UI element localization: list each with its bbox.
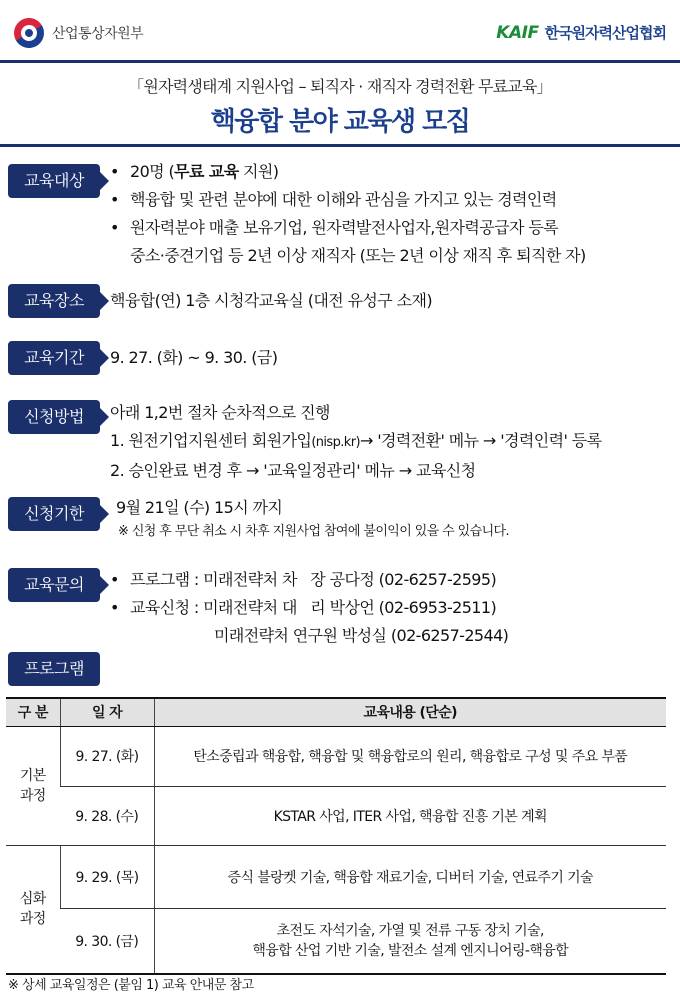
label-place: 교육장소 <box>8 284 100 318</box>
inquiry-line-2: • 교육신청 : 미래전략처 대 리 박상언 (02-6953-2511) <box>110 594 508 622</box>
row-date: 9. 29. (목) <box>60 845 154 908</box>
method-content <box>110 399 601 485</box>
row-date: 9. 28. (수) <box>60 786 154 845</box>
deadline-content <box>116 494 509 542</box>
inquiry-content <box>110 566 508 650</box>
deadline-text: 9월 21일 (수) 15시 까지 <box>116 498 283 517</box>
row-date: 9. 30. (금) <box>60 908 154 974</box>
inquiry-line-1: • 프로그램 : 미래전략처 차 장 공다정 (02-6257-2595) <box>110 566 508 594</box>
course-basic: 기본 과정 <box>6 726 60 845</box>
header-divider <box>0 60 680 63</box>
period-text: 9. 27. (화) ~ 9. 30. (금) <box>110 348 278 367</box>
association-name: 한국원자력산업협회 <box>544 24 666 42</box>
deadline-note: ※ 신청 후 무단 취소 시 차후 지원사업 참여에 불이익이 있을 수 있습니다. <box>118 524 510 539</box>
table-row <box>6 786 666 845</box>
program-table <box>6 697 666 975</box>
label-inquiry: 교육문의 <box>8 568 100 602</box>
table-row <box>6 726 666 786</box>
row-date: 9. 27. (화) <box>60 726 154 786</box>
row-content: 탄소중립과 핵융합, 핵융합 및 핵융합로의 원리, 핵융합로 구성 및 주요 부품 <box>154 726 666 786</box>
nisp-url: (nisp.kr) <box>311 435 360 450</box>
target-content <box>110 158 586 270</box>
title-block <box>0 74 680 138</box>
table-header-row <box>6 698 666 726</box>
table-row <box>6 845 666 908</box>
target-line-4: 중소·중견기업 등 2년 이상 재직자 (또는 2년 이상 재직 후 퇴직한 자) <box>130 246 586 265</box>
place-text: 핵융합(연) 1층 시청각교육실 (대전 유성구 소재) <box>110 291 432 310</box>
label-period: 교육기간 <box>8 341 100 375</box>
method-line-3: 2. 승인완료 변경 후 → '교육일정관리' 메뉴 → 교육신청 <box>110 461 476 480</box>
inquiry-line-3: 미래전략처 연구원 박성실 (02-6257-2544) <box>214 626 509 645</box>
target-line-2: • 핵융합 및 관련 분야에 대한 이해와 관심을 가지고 있는 경력인력 <box>110 186 586 214</box>
method-line-1: 아래 1,2번 절차 순차적으로 진행 <box>110 403 330 422</box>
label-target: 교육대상 <box>8 164 100 198</box>
footnote: ※ 상세 교육일정은 (붙임 1) 교육 안내문 참고 <box>8 978 254 993</box>
page-title: 핵융합 분야 교육생 모집 <box>210 107 470 137</box>
target-line-1: • 20명 (무료 교육 지원) <box>110 158 586 186</box>
course-advanced: 심화 과정 <box>6 845 60 974</box>
kaif-mark: KAIF <box>496 22 539 43</box>
table-header-content: 교육내용 (단순) <box>154 698 666 726</box>
table-header-course: 구 분 <box>6 698 60 726</box>
header <box>0 0 680 62</box>
method-line-2: 1. 원전기업지원센터 회원가입(nisp.kr)→ '경력전환' 메뉴 → '경력인력' 등록 <box>110 431 602 450</box>
ministry-logo <box>14 18 143 48</box>
taegeuk-emblem-icon <box>9 13 50 54</box>
row-content: KSTAR 사업, ITER 사업, 핵융합 진흥 기본 계획 <box>154 786 666 845</box>
table-row <box>6 908 666 974</box>
row-content: 초전도 자석기술, 가열 및 전류 구동 장치 기술, 핵융합 산업 기반 기술, 발전소 설계 엔지니어링-핵융합 <box>154 908 666 974</box>
title-divider <box>0 144 680 147</box>
label-program: 프로그램 <box>8 652 100 686</box>
row-content: 증식 블랑켓 기술, 핵융합 재료기술, 디버터 기술, 연료주기 기술 <box>154 845 666 908</box>
label-method: 신청방법 <box>8 400 100 434</box>
kaif-logo <box>496 22 666 43</box>
subtitle: 「원자력생태계 지원사업 – 퇴직자 · 재직자 경력전환 무료교육」 <box>128 77 552 96</box>
label-deadline: 신청기한 <box>8 497 100 531</box>
target-line-3: • 원자력분야 매출 보유기업, 원자력발전사업자,원자력공급자 등록 <box>110 214 586 242</box>
ministry-name: 산업통상자원부 <box>52 26 144 42</box>
table-header-date: 일 자 <box>60 698 154 726</box>
